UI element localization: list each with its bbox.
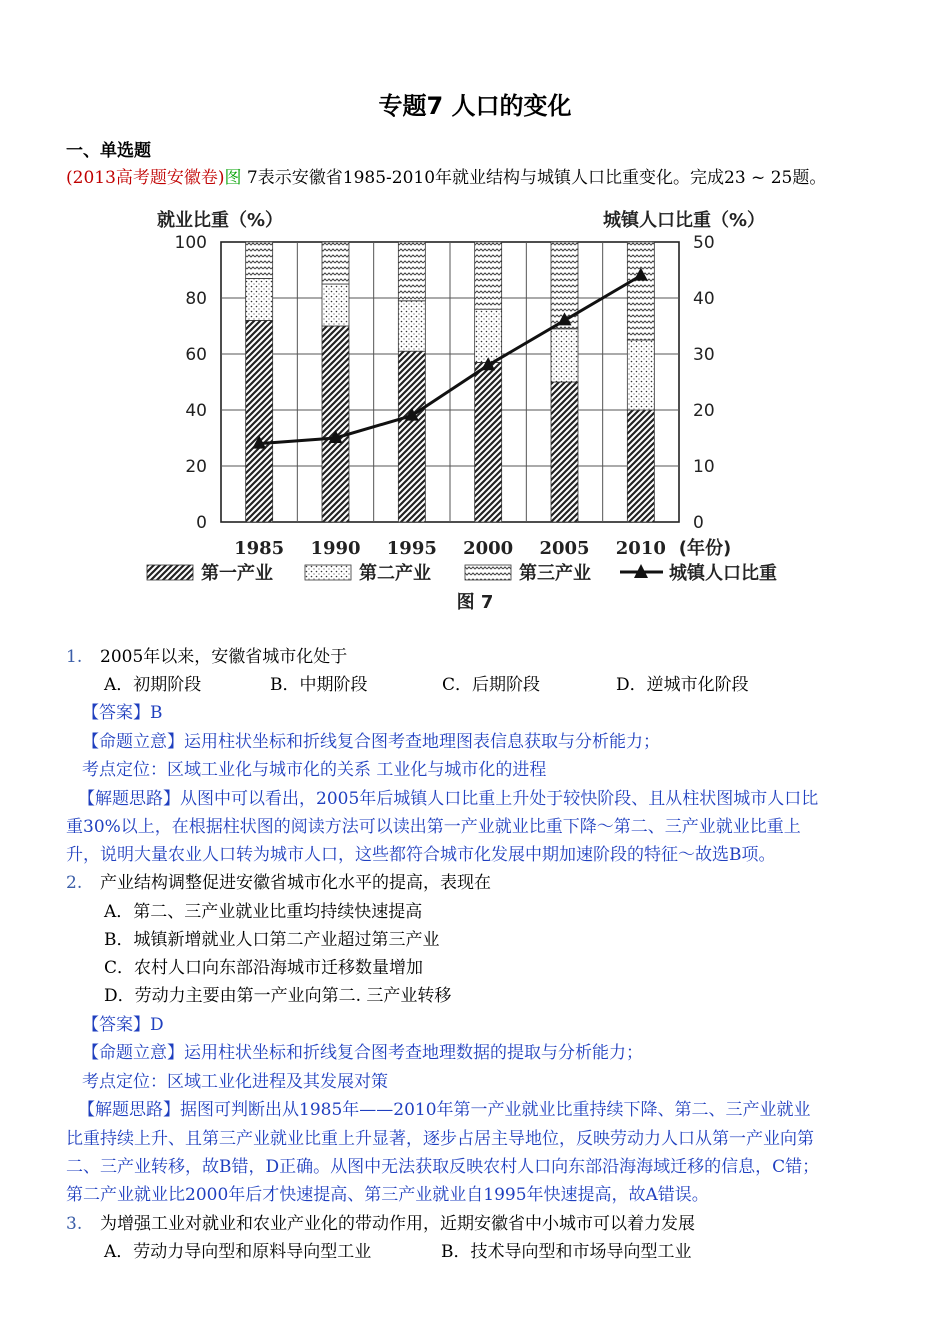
legend-label: 第三产业 — [519, 563, 591, 584]
explanation-line: 【解题思路】据图可判断出从1985年——2010年第一产业就业比重持续下降、第二、三产业就业 — [78, 1100, 811, 1120]
option-c[interactable]: C．农村人口向东部沿海城市迁移数量增加 — [104, 958, 424, 978]
chart-legend — [147, 562, 777, 584]
question-number: 2. — [66, 873, 83, 893]
right-tick-label: 10 — [693, 457, 715, 477]
left-tick-label: 100 — [174, 233, 207, 253]
figure-7-chart — [135, 200, 815, 620]
question-stem: 2005年以来，安徽省城市化处于 — [100, 647, 348, 667]
legend-swatch — [465, 565, 511, 580]
purpose: 【命题立意】运用柱状坐标和折线复合图考查地理数据的提取与分析能力； — [82, 1043, 643, 1063]
left-tick-label: 80 — [185, 289, 207, 309]
bar-segment — [551, 329, 578, 382]
question-stem: 为增强工业对就业和农业产业化的带动作用，近期安徽省中小城市可以着力发展 — [100, 1214, 695, 1234]
option-a[interactable]: A．第二、三产业就业比重均持续快速提高 — [104, 902, 423, 922]
figure-caption: 图 7 — [456, 592, 494, 613]
x-tick-label: 2010 — [615, 538, 666, 559]
bar-segment — [627, 340, 654, 410]
question-3-options — [104, 1240, 692, 1264]
intro-line — [66, 163, 826, 188]
bar-segment — [246, 278, 273, 320]
option-b[interactable]: B．中期阶段 — [270, 675, 368, 695]
legend-label: 第二产业 — [359, 563, 431, 584]
explanation-line: 重30%以上，在根据柱状图的阅读方法可以读出第一产业就业比重下降〜第二、三产业就业比重上 — [66, 817, 801, 837]
bar-segment — [475, 242, 502, 309]
left-tick-label: 40 — [185, 401, 207, 421]
bar-segment — [246, 242, 273, 278]
purpose: 【命题立意】运用柱状坐标和折线复合图考查地理图表信息获取与分析能力； — [82, 732, 660, 752]
right-tick-label: 50 — [693, 233, 715, 253]
option-a[interactable]: A．初期阶段 — [104, 675, 202, 695]
question-1 — [66, 645, 347, 669]
bar-segment — [551, 382, 578, 522]
question-1-options — [104, 673, 749, 697]
x-tick-label: 2005 — [539, 538, 590, 559]
section-heading: 一、单选题 — [66, 141, 151, 161]
x-tick-label: 1995 — [386, 538, 437, 559]
option-a[interactable]: A．劳动力导向型和原料导向型工业 — [104, 1242, 372, 1262]
option-c[interactable]: C．后期阶段 — [442, 675, 541, 695]
legend-label: 城镇人口比重 — [669, 563, 777, 584]
legend-swatch — [147, 565, 193, 580]
question-stem: 产业结构调整促进安徽省城市化水平的提高，表现在 — [100, 873, 491, 893]
bar-segment — [475, 362, 502, 522]
answer: 【答案】D — [82, 1015, 164, 1035]
explanation-line: 第二产业就业比2000年后才快速提高、第三产业就业自1995年快速提高，故A错误。 — [66, 1185, 709, 1205]
answer: 【答案】B — [82, 703, 163, 723]
right-tick-label: 0 — [693, 513, 704, 533]
right-tick-label: 30 — [693, 345, 715, 365]
question-2 — [66, 871, 491, 895]
bar-segment — [398, 351, 425, 522]
option-d[interactable]: D．逆城市化阶段 — [616, 675, 749, 695]
source-tag: (2013高考题安徽卷) — [66, 168, 225, 188]
option-d[interactable]: D．劳动力主要由第一产业向第二. 三产业转移 — [104, 986, 452, 1006]
point: 考点定位：区域工业化进程及其发展对策 — [82, 1072, 388, 1092]
bar-segment — [322, 326, 349, 522]
bar-segment — [627, 410, 654, 522]
left-tick-label: 0 — [196, 513, 207, 533]
bar-segment — [322, 242, 349, 284]
point: 考点定位：区域工业化与城市化的关系 工业化与城市化的进程 — [82, 760, 547, 780]
chart-axes — [221, 242, 679, 522]
question-number: 3. — [66, 1214, 83, 1234]
question-3 — [66, 1212, 695, 1236]
x-tick-label: 2000 — [463, 538, 514, 559]
x-tick-label: 1985 — [234, 538, 285, 559]
right-axis-title: 城镇人口比重（%） — [602, 210, 765, 231]
left-axis-title: 就业比重（%） — [157, 210, 284, 231]
option-b[interactable]: B．技术导向型和市场导向型工业 — [441, 1242, 692, 1262]
right-tick-label: 20 — [693, 401, 715, 421]
left-tick-label: 60 — [185, 345, 207, 365]
option-b[interactable]: B．城镇新增就业人口第二产业超过第三产业 — [104, 930, 440, 950]
bar-segment — [322, 284, 349, 326]
explanation-line: 【解题思路】从图中可以看出，2005年后城镇人口比重上升处于较快阶段、且从柱状图城市人口比 — [78, 789, 819, 809]
legend-swatch — [305, 565, 351, 580]
question-number: 1. — [66, 647, 83, 667]
left-tick-label: 20 — [185, 457, 207, 477]
explanation-line: 升，说明大量农业人口转为城市人口，这些都符合城市化发展中期加速阶段的特征〜故选B项。 — [66, 845, 776, 865]
bar-segment — [246, 320, 273, 522]
page-title: 专题7 人口的变化 — [378, 92, 572, 120]
bar-segment — [398, 242, 425, 301]
legend-label: 第一产业 — [201, 563, 273, 584]
explanation-line: 二、三产业转移，故B错，D正确。从图中无法获取反映农村人口向东部沿海海域迁移的信息，C错； — [66, 1157, 820, 1177]
bar-segment — [475, 309, 502, 362]
figure-ref: 图 — [224, 168, 242, 188]
explanation-line: 比重持续上升、且第三产业就业比重上升显著，逐步占居主导地位，反映劳动力人口从第一产业向第 — [66, 1129, 814, 1149]
right-tick-label: 40 — [693, 289, 715, 309]
intro-text: 7表示安徽省1985-2010年就业结构与城镇人口比重变化。完成23 ~ 25题。 — [241, 168, 827, 188]
x-tick-label: 1990 — [310, 538, 361, 559]
x-unit-label: (年份) — [678, 538, 732, 559]
bar-segment — [627, 242, 654, 340]
bar-segment — [398, 301, 425, 351]
